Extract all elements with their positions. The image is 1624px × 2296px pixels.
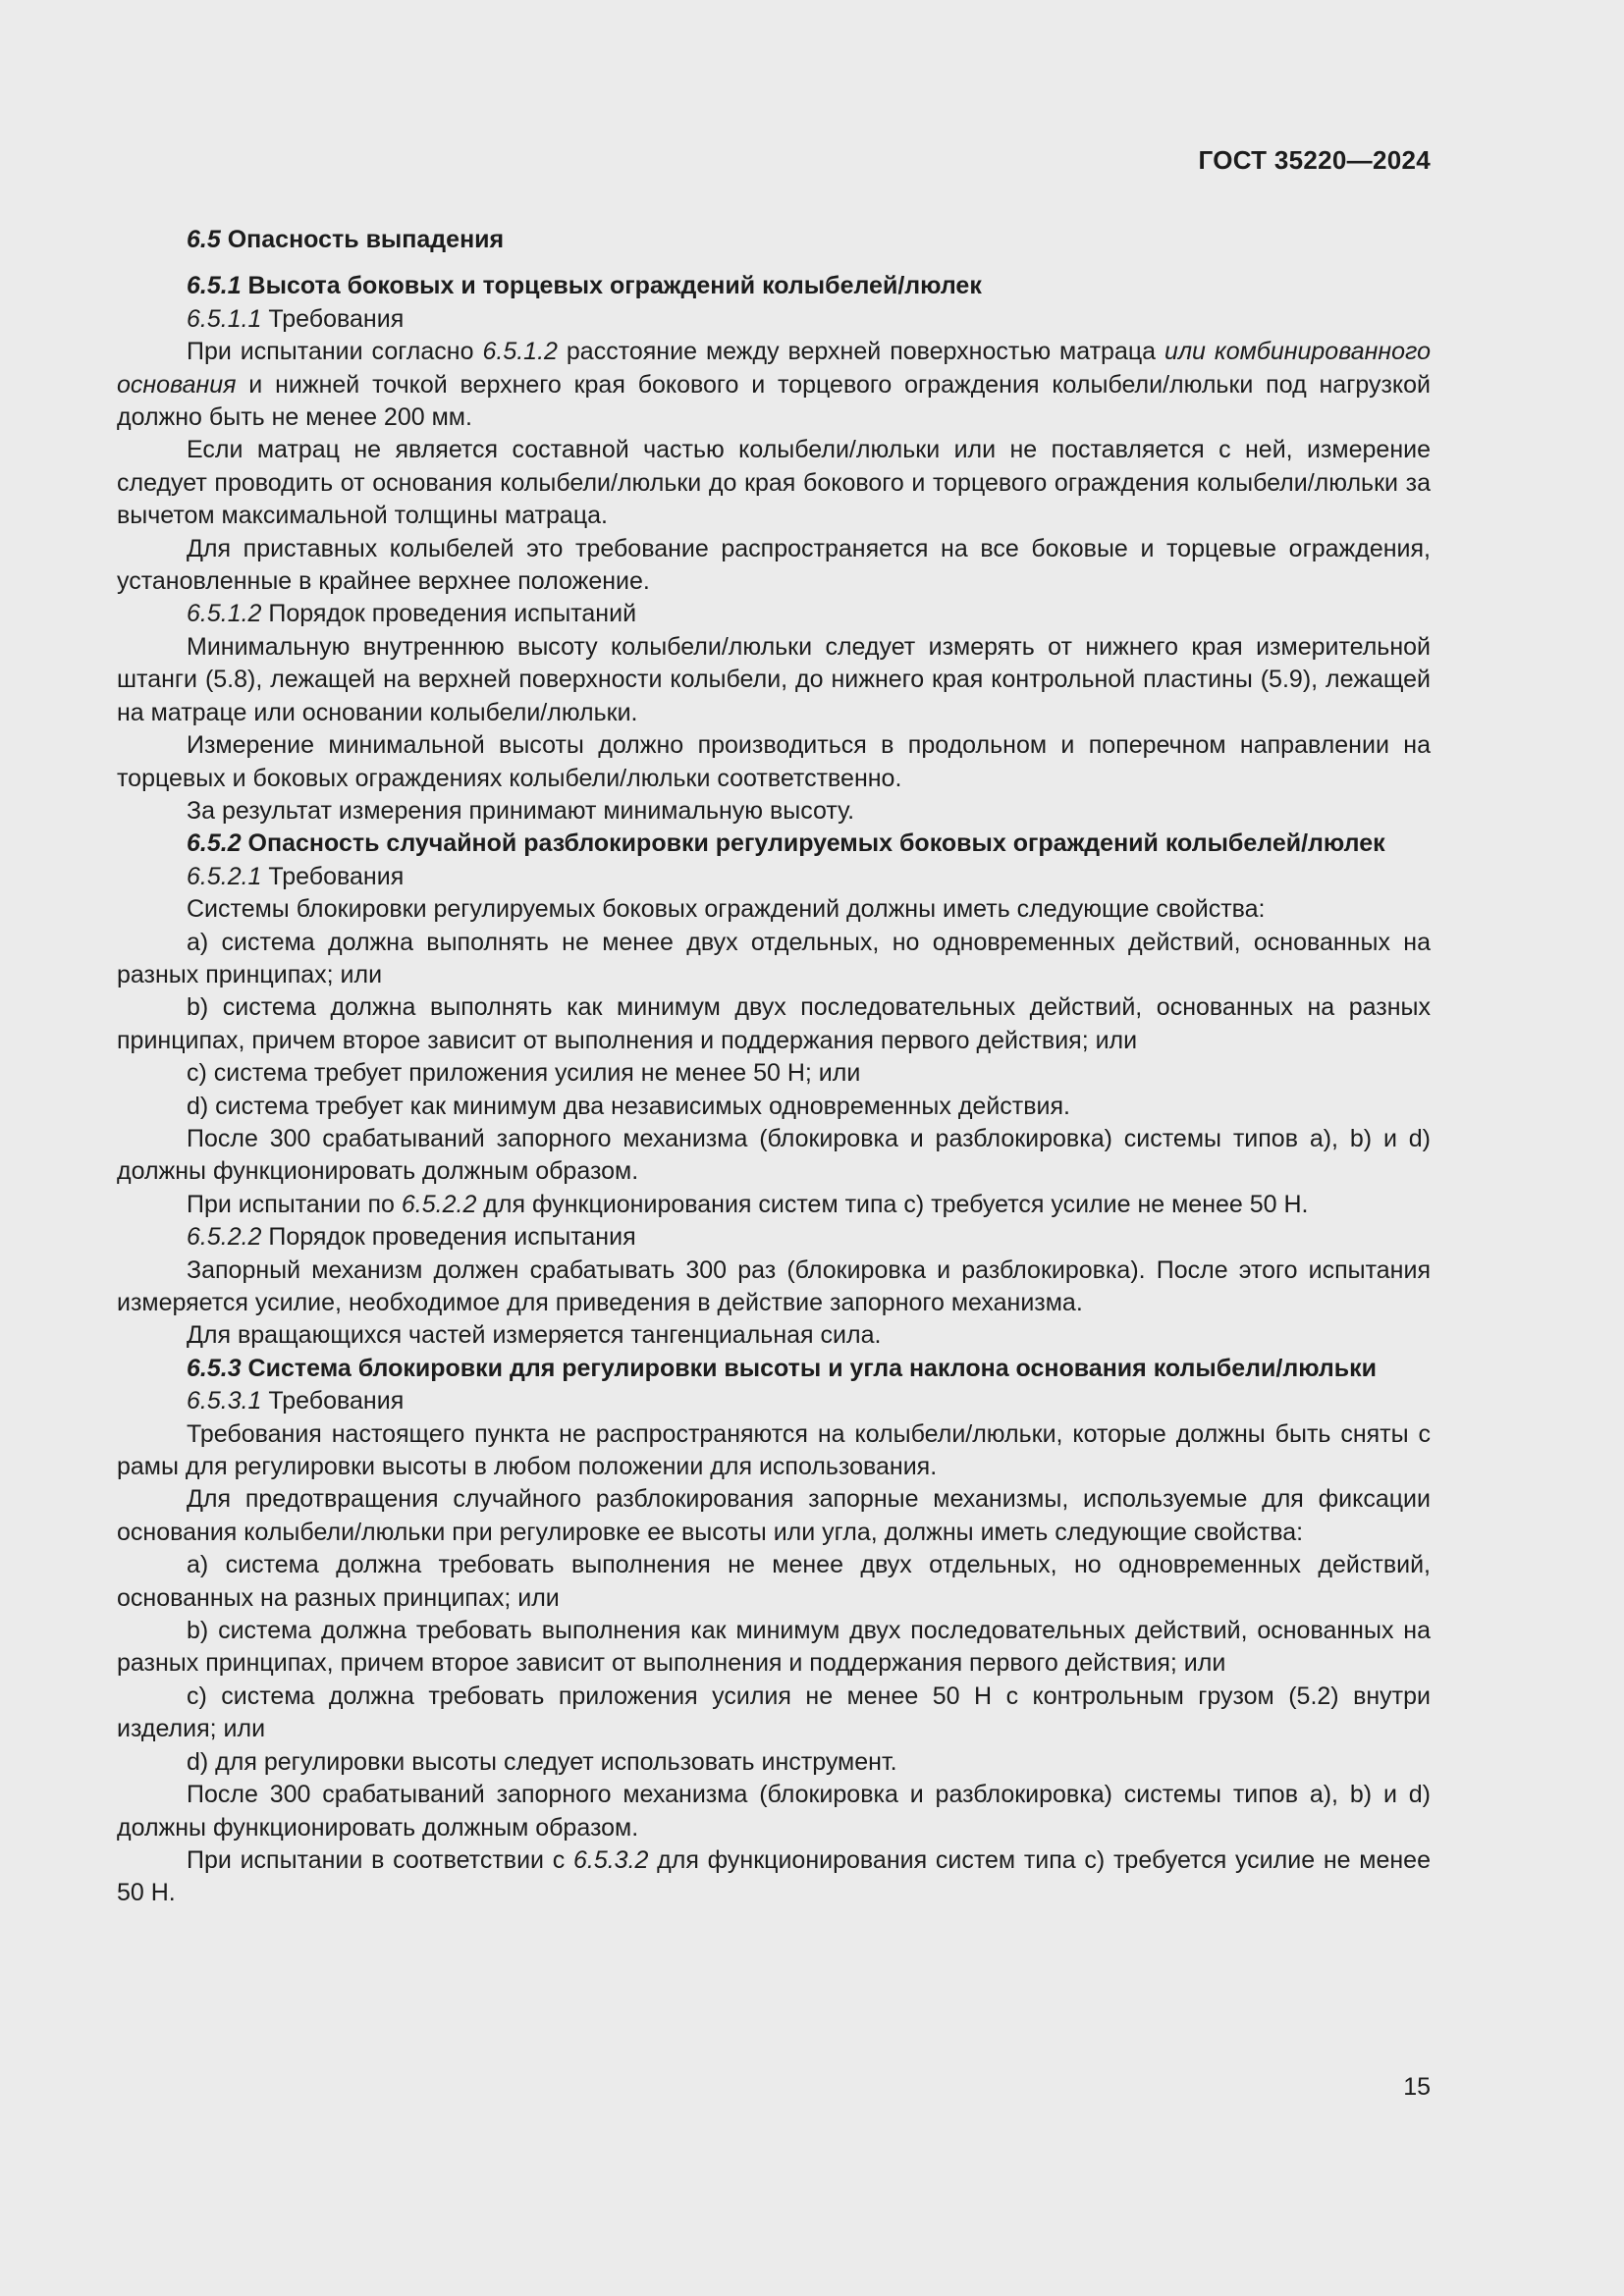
list-item: a) система должна выполнять не менее двух отдельных, но одновременных действий, основанных на разных принципах; или [117,928,1431,988]
section-heading-6-5: 6.5 Опасность выпадения [187,226,505,253]
paragraph: При испытании по 6.5.2.2 для функционирования систем типа c) требуется усилие не менее 50 Н. [187,1190,1309,1218]
paragraph: Запорный механизм должен срабатывать 300 раз (блокировка и разблокировка). После этого испытания измеряется усилие, необходимое для приведения в действие запорного механизма. [117,1255,1431,1316]
list-item: b) система должна выполнять как минимум двух последовательных действий, основанных на разных принципах, причем второе зависит от выполнения и поддержания первого действия; или [117,993,1431,1054]
list-item: d) система требует как минимум два независимых одновременных действия. [187,1092,1070,1120]
paragraph: Требования настоящего пункта не распространяются на колыбели/люльки, которые должны быть сняты с рамы для регулировки высоты в любом положении для использования. [117,1419,1431,1481]
section-heading-6-5-3: 6.5.3 Система блокировки для регулировки высоты и угла наклона основания колыбели/люльки [187,1354,1378,1382]
section-heading-6-5-1: 6.5.1 Высота боковых и торцевых ограждений колыбелей/люлек [187,272,982,300]
paragraph: Для вращающихся частей измеряется тангенциальная сила. [187,1321,882,1350]
list-item: a) система должна требовать выполнения не менее двух отдельных, но одновременных действий, основанных на разных принципах; или [117,1551,1431,1612]
paragraph: Для приставных колыбелей это требование распространяется на все боковые и торцевые ограждения, установленные в крайнее верхнее положение. [117,534,1431,596]
section-heading-6-5-2: 6.5.2 Опасность случайной разблокировки регулируемых боковых ограждений колыбелей/люлек [187,829,1385,858]
page-number: 15 [1403,2073,1431,2101]
subsection-heading-6-5-1-1: 6.5.1.1 Требования [187,304,405,333]
subsection-heading-6-5-2-2: 6.5.2.2 Порядок проведения испытания [187,1223,636,1252]
subsection-heading-6-5-2-1: 6.5.2.1 Требования [187,862,405,890]
document-header: ГОСТ 35220—2024 [1198,145,1431,175]
paragraph: Минимальную внутреннюю высоту колыбели/люльки следует измерять от нижнего края измерительной штанги (5.8), лежащей на верхней поверхности колыбели, до нижнего края контрольной пластины (5.9), лежащей на матраце или основании колыбели/люльки. [117,632,1431,726]
paragraph: Если матрац не является составной частью колыбели/люльки или не поставляется с ней, измерение следует проводить от основания колыбели/люльки до края бокового и торцевого ограждения колыбели/люльки за вычетом максимальной толщины матраца. [117,436,1431,530]
paragraph: Для предотвращения случайного разблокирования запорные механизмы, используемые для фиксации основания колыбели/люльки при регулировке ее высоты или угла, должны иметь следующие свойства: [117,1485,1431,1546]
paragraph: При испытании согласно 6.5.1.2 расстояние между верхней поверхностью матраца или комбинированного основания и нижней точкой верхнего края бокового и торцевого ограждения колыбели/люльки под нагрузкой должно быть не менее 200 мм. [117,338,1431,432]
subsection-heading-6-5-1-2: 6.5.1.2 Порядок проведения испытаний [187,600,637,628]
document-body [117,224,1431,1910]
list-item: c) система должна требовать приложения усилия не менее 50 Н с контрольным грузом (5.2) внутри изделия; или [117,1682,1431,1743]
list-item: b) система должна требовать выполнения как минимум двух последовательных действий, основанных на разных принципах, причем второе зависит от выполнения и поддержания первого действия; или [117,1617,1431,1678]
paragraph: За результат измерения принимают минимальную высоту. [187,796,855,825]
paragraph: При испытании в соответствии с 6.5.3.2 для функционирования систем типа c) требуется усилие не менее 50 Н. [117,1845,1431,1907]
paragraph: Измерение минимальной высоты должно производиться в продольном и поперечном направлении на торцевых и боковых ограждениях колыбели/люльки соответственно. [117,731,1431,792]
list-item: c) система требует приложения усилия не менее 50 Н; или [187,1059,861,1088]
paragraph: После 300 срабатываний запорного механизма (блокировка и разблокировка) системы типов a), b) и d) должны функционировать должным образом. [117,1124,1431,1186]
paragraph: После 300 срабатываний запорного механизма (блокировка и разблокировка) системы типов a), b) и d) должны функционировать должным образом. [117,1781,1431,1842]
list-item: d) для регулировки высоты следует использовать инструмент. [187,1747,897,1776]
paragraph: Системы блокировки регулируемых боковых ограждений должны иметь следующие свойства: [187,895,1266,924]
subsection-heading-6-5-3-1: 6.5.3.1 Требования [187,1387,405,1415]
